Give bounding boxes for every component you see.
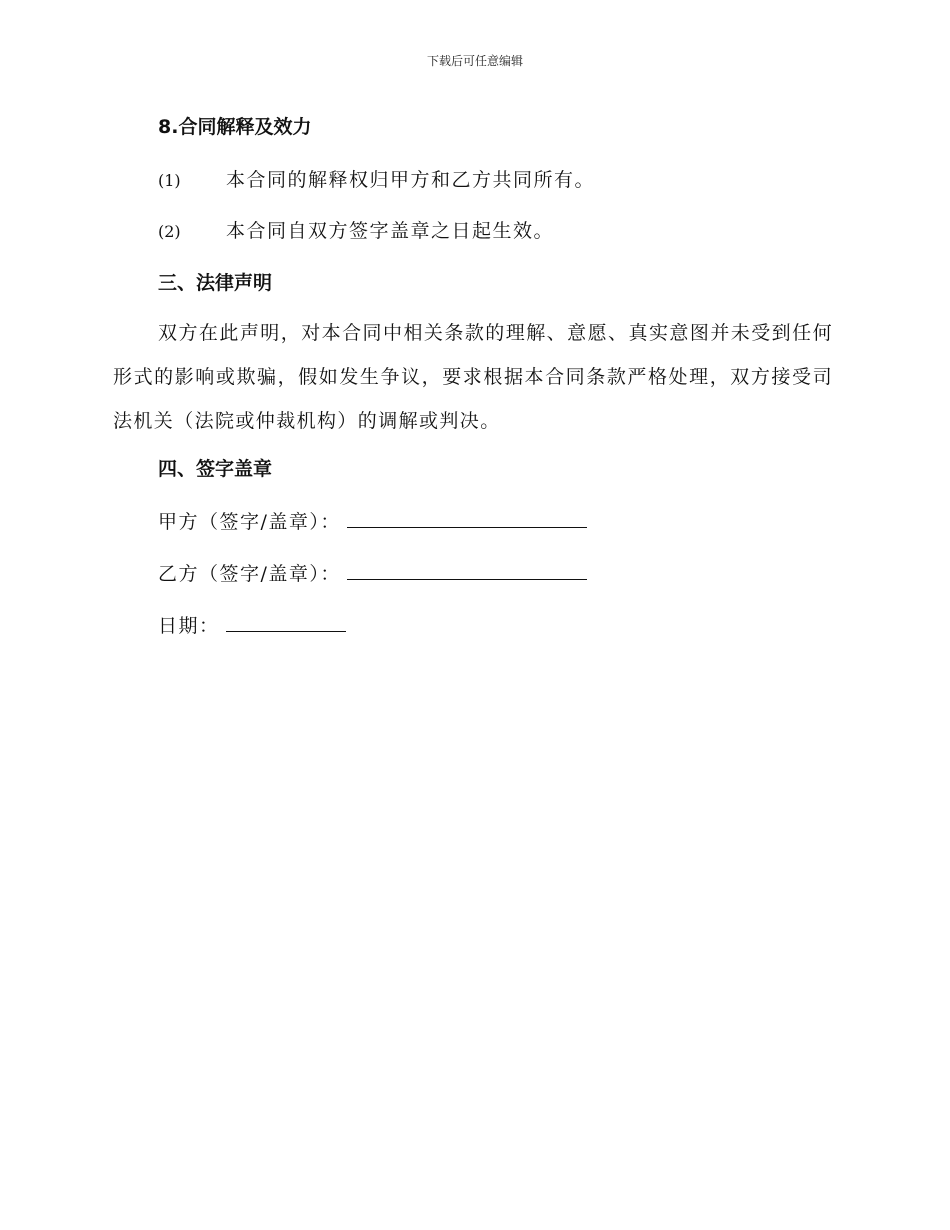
party-b-signature-blank[interactable] [347, 561, 587, 580]
party-a-signature-blank[interactable] [347, 509, 587, 528]
legal-statement-paragraph: 双方在此声明，对本合同中相关条款的理解、意愿、真实意图并未受到任何形式的影响或欺骗，假如发生争议，要求根据本合同条款严格处理，双方接受司法机关（法院或仲裁机构）的调解或判决。 [113, 322, 833, 432]
clause-item-1 [158, 167, 595, 194]
party-b-label: 乙方（签字/盖章）： [158, 563, 341, 585]
date-blank[interactable] [226, 613, 346, 632]
date-row [158, 613, 346, 639]
page-header: 下载后可任意编辑 [426, 54, 523, 68]
party-a-label: 甲方（签字/盖章）： [158, 511, 341, 533]
clause-text: 本合同自双方签字盖章之日起生效。 [226, 220, 555, 242]
clause-number: (2) [158, 222, 181, 241]
clause-number: (1) [158, 171, 181, 190]
clause-text: 本合同的解释权归甲方和乙方共同所有。 [226, 169, 596, 191]
party-b-signature-row [158, 561, 587, 587]
party-a-signature-row [158, 509, 587, 535]
section-8-title: 8.合同解释及效力 [158, 116, 312, 138]
section-3-title: 三、法律声明 [158, 272, 273, 294]
section-4-title: 四、签字盖章 [158, 458, 273, 480]
clause-item-2 [158, 218, 554, 245]
date-label: 日期： [158, 615, 220, 637]
